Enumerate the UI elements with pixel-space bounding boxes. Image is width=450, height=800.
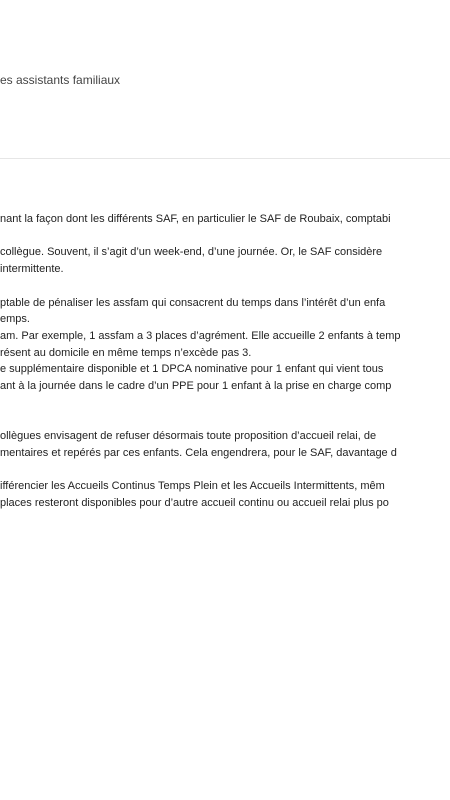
body-line: am. Par exemple, 1 assfam a 3 places d’agrément. Elle accueille 2 enfants à temp (0, 330, 401, 342)
body-line: ptable de pénaliser les assfam qui consacrent du temps dans l’intérêt d’un enfa (0, 297, 386, 309)
header-divider (0, 158, 450, 159)
body-line: e supplémentaire disponible et 1 DPCA nominative pour 1 enfant qui vient tous (0, 363, 384, 375)
body-line: résent au domicile en même temps n’excède pas 3. (0, 347, 252, 359)
body-line: ifférencier les Accueils Continus Temps Plein et les Accueils Intermittents, mêm (0, 480, 385, 492)
body-line: ollègues envisagent de refuser désormais toute proposition d’accueil relai, de (0, 430, 377, 442)
body-line: intermittente. (0, 263, 64, 275)
body-line: ant à la journée dans le cadre d’un PPE pour 1 enfant à la prise en charge comp (0, 380, 392, 392)
body-line: mentaires et repérés par ces enfants. Cela engendrera, pour le SAF, davantage d (0, 447, 397, 459)
body-line: places resteront disponibles pour d’autre accueil continu ou accueil relai plus po (0, 497, 389, 509)
body-line: nant la façon dont les différents SAF, en particulier le SAF de Roubaix, comptabi (0, 213, 391, 225)
document-header-title: es assistants familiaux (0, 73, 121, 87)
body-line: emps. (0, 313, 30, 325)
body-line: collègue. Souvent, il s’agit d’un week-end, d’une journée. Or, le SAF considère (0, 246, 383, 258)
